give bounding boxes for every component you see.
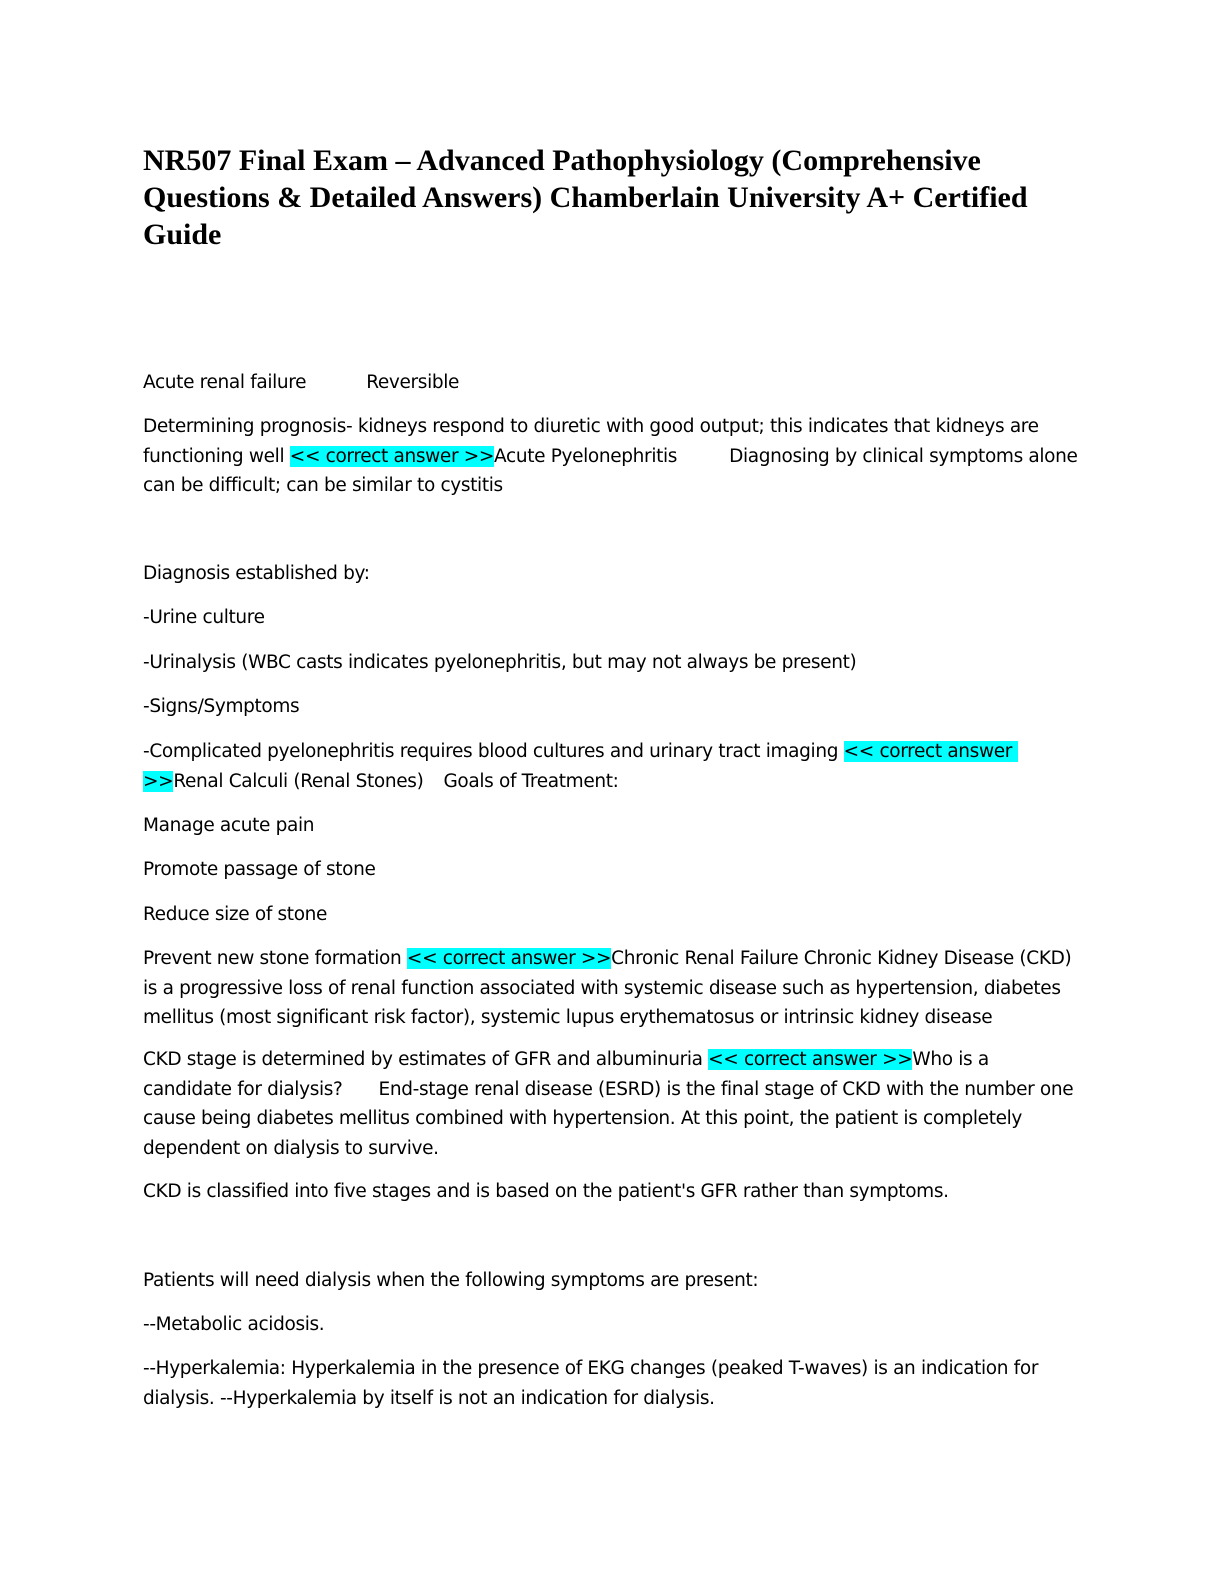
dx-item-complicated: -Complicated pyelonephritis requires blood cultures and urinary tract imaging — [143, 741, 839, 762]
goal-manage-pain: Manage acute pain — [143, 815, 315, 836]
answer-head-reversible: Reversible — [366, 372, 460, 393]
answer-paragraph-prognosis — [143, 412, 1084, 501]
answer-paragraph-complicated — [143, 737, 1078, 796]
dx-item-urinalysis: -Urinalysis (WBC casts indicates pyelonephritis, but may not always be present) — [143, 652, 857, 673]
answer-head-goals: Goals of Treatment: — [443, 770, 619, 792]
answer-text-esrd: End-stage renal disease (ESRD) is the final stage of CKD with the number one cause being diabetes mellitus combined with hypertension. At this point, the patient is completely dependent on dialysis to survive. — [143, 1078, 1079, 1159]
question-dialysis-candidate: Who is a candidate for dialysis? — [143, 1049, 995, 1100]
answer-text-diagnosing: Diagnosing by clinical symptoms alone can be difficult; can be similar to cystitis — [143, 445, 1084, 496]
correct-answer-marker: << correct answer >> — [406, 948, 612, 969]
symptom-hyperkalemia: --Hyperkalemia: Hyperkalemia in the presence of EKG changes (peaked T-waves) is an indication for dialysis. --Hyperkalemia by itself is not an indication for dialysis. — [143, 1358, 1044, 1409]
question-acute-renal-failure: Acute renal failure — [143, 372, 307, 393]
question-chronic-renal-failure: Chronic Renal Failure — [611, 948, 799, 969]
goal-reduce-size: Reduce size of stone — [143, 904, 328, 925]
dx-item-signs-symptoms: -Signs/Symptoms — [143, 696, 300, 717]
qa-line-acute-renal-failure — [143, 368, 1078, 398]
answer-text-ckd: Chronic Kidney Disease (CKD) is a progressive loss of renal function associated with systemic disease such as hypertension, diabetes mellitus (most significant risk factor), systemic lupus erythematosus or intrinsic kidney disease — [143, 948, 1077, 1028]
symptom-metabolic-acidosis: --Metabolic acidosis. — [143, 1314, 325, 1335]
document-title: NR507 Final Exam – Advanced Pathophysiology (Comprehensive Questions & Detailed Answers) Chamberlain University A+ Certified Guide — [143, 144, 1028, 251]
correct-answer-marker: << correct answer >> — [708, 1049, 913, 1070]
dx-item-urine-culture: -Urine culture — [143, 607, 265, 628]
answer-text-ckd-classified: CKD is classified into five stages and is based on the patient's GFR rather than symptoms. — [143, 1181, 949, 1202]
question-renal-calculi: Renal Calculi (Renal Stones) — [173, 770, 424, 792]
goal-prevent-formation: Prevent new stone formation — [143, 948, 402, 969]
answer-paragraph-ckd-stage — [143, 1045, 1078, 1163]
dx-heading: Diagnosis established by: — [143, 563, 370, 584]
goal-promote-passage: Promote passage of stone — [143, 859, 376, 880]
correct-answer-marker: << correct answer >> — [143, 741, 1018, 792]
answer-text-dialysis-symptoms: Patients will need dialysis when the following symptoms are present: — [143, 1270, 759, 1291]
question-acute-pyelonephritis: Acute Pyelonephritis — [494, 445, 678, 467]
answer-paragraph-ckd — [143, 944, 1078, 1033]
answer-text-prognosis: Determining prognosis- kidneys respond to diuretic with good output; this indicates that kidneys are functioning well — [143, 416, 1045, 467]
correct-answer-marker: << correct answer >> — [289, 445, 495, 467]
answer-text-ckd-stage: CKD stage is determined by estimates of GFR and albuminuria — [143, 1049, 703, 1070]
